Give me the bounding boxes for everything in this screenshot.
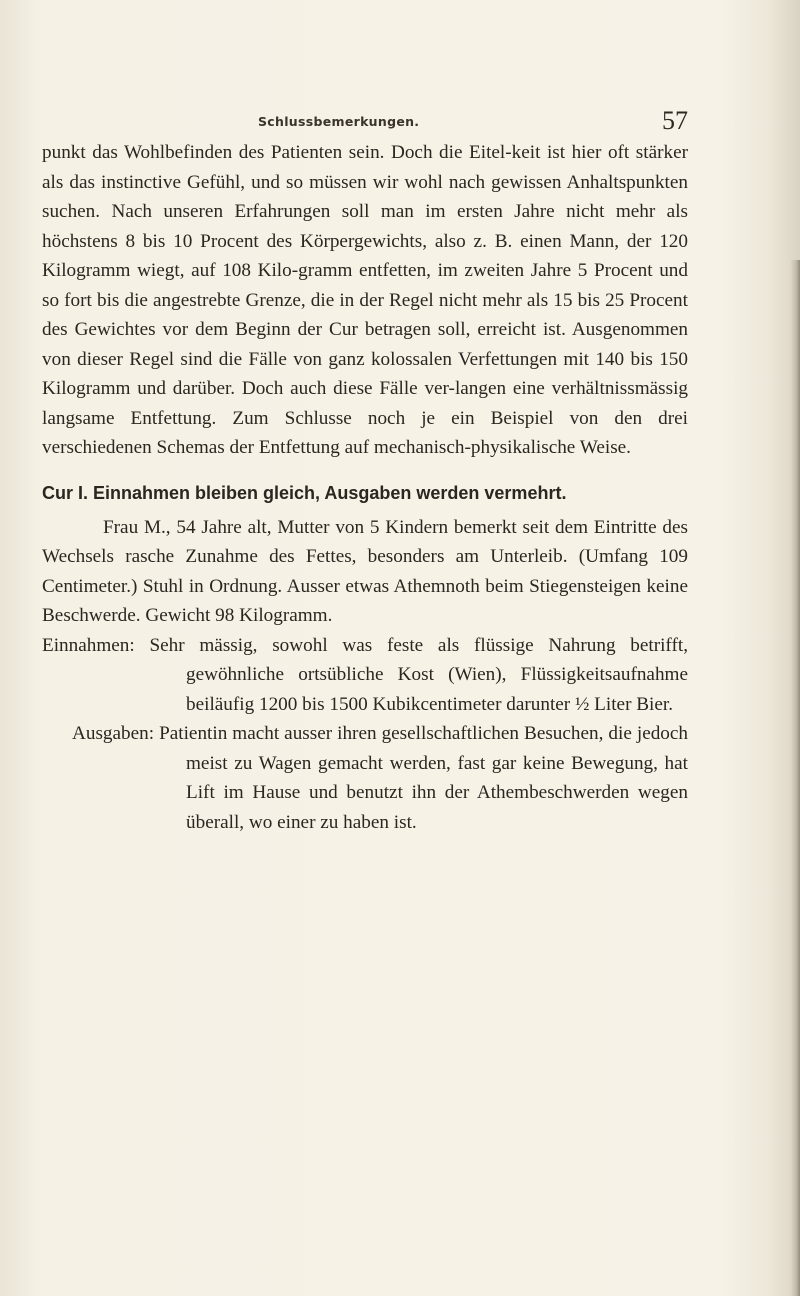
entry-term-einnahmen: Einnahmen: — [42, 634, 135, 656]
case-description: Frau M., 54 Jahre alt, Mutter von 5 Kindern bemerkt seit dem Eintritte des Wechsels rasche Zunahme des Fettes, besonders am Unterleib. (Umfang 109 Centimeter.) Stuhl in Ordnung. Ausser etwas Athemnoth beim Stiegensteigen keine Beschwerde. Gewicht 98 Kilogramm. — [42, 516, 688, 626]
entry-term-ausgaben: Ausgaben: — [72, 723, 155, 744]
case-description-block — [42, 513, 688, 631]
intro-paragraph: punkt das Wohlbefinden des Patienten sein. Doch die Eitel-keit ist hier oft stärker als das instinctive Gefühl, und so müssen wir wohl nach gewissen Anhaltspunkten suchen. Nach unseren Erfahrungen soll man im ersten Jahre nicht mehr als höchstens 8 bis 10 Procent des Körpergewichts, also z. B. einen Mann, der 120 Kilogramm wiegt, auf 108 Kilo-gramm entfetten, im zweiten Jahre 5 Procent und so fort bis die angestrebte Grenze, die in der Regel nicht mehr als 15 bis 25 Procent des Gewichtes vor dem Beginn der Cur betragen soll, erreicht ist. Ausgenommen von dieser Regel sind die Fälle von ganz kolossalen Verfettungen mit 140 bis 150 Kilogramm und darüber. Doch auch diese Fälle ver-langen eine verhältnissmässig langsame Entfettung. Zum Schlusse noch je ein Beispiel von den drei verschiedenen Schemas der Entfettung auf mechanisch-physikalische Weise. — [42, 142, 688, 458]
body-text — [42, 138, 688, 837]
entry-einnahmen — [42, 631, 688, 720]
page-edge-shadow — [790, 260, 800, 1296]
entry-ausgaben — [42, 719, 688, 837]
entry-text-ausgaben: Patientin macht ausser ihren gesellschaftlichen Besuchen, die jedoch meist zu Wagen gemacht werden, fast gar keine Bewegung, hat Lift im Hause und benutzt ihn der Athembeschwerden wegen überall, wo einer zu haben ist. — [159, 723, 689, 833]
page-header — [258, 106, 688, 138]
running-head: Schlussbemerkungen. — [258, 114, 420, 129]
entry-text-einnahmen: Sehr mässig, sowohl was feste als flüssige Nahrung betrifft, gewöhnliche ortsübliche Kost (Wien), Flüssigkeitsaufnahme beiläufig 1200 bis 1500 Kubikcentimeter darunter ½ Liter Bier. — [149, 634, 688, 715]
case-heading: Cur I. Einnahmen bleiben gleich, Ausgaben werden vermehrt. — [42, 482, 567, 503]
intro-paragraph-block — [42, 138, 688, 463]
page-number: 57 — [662, 106, 688, 135]
